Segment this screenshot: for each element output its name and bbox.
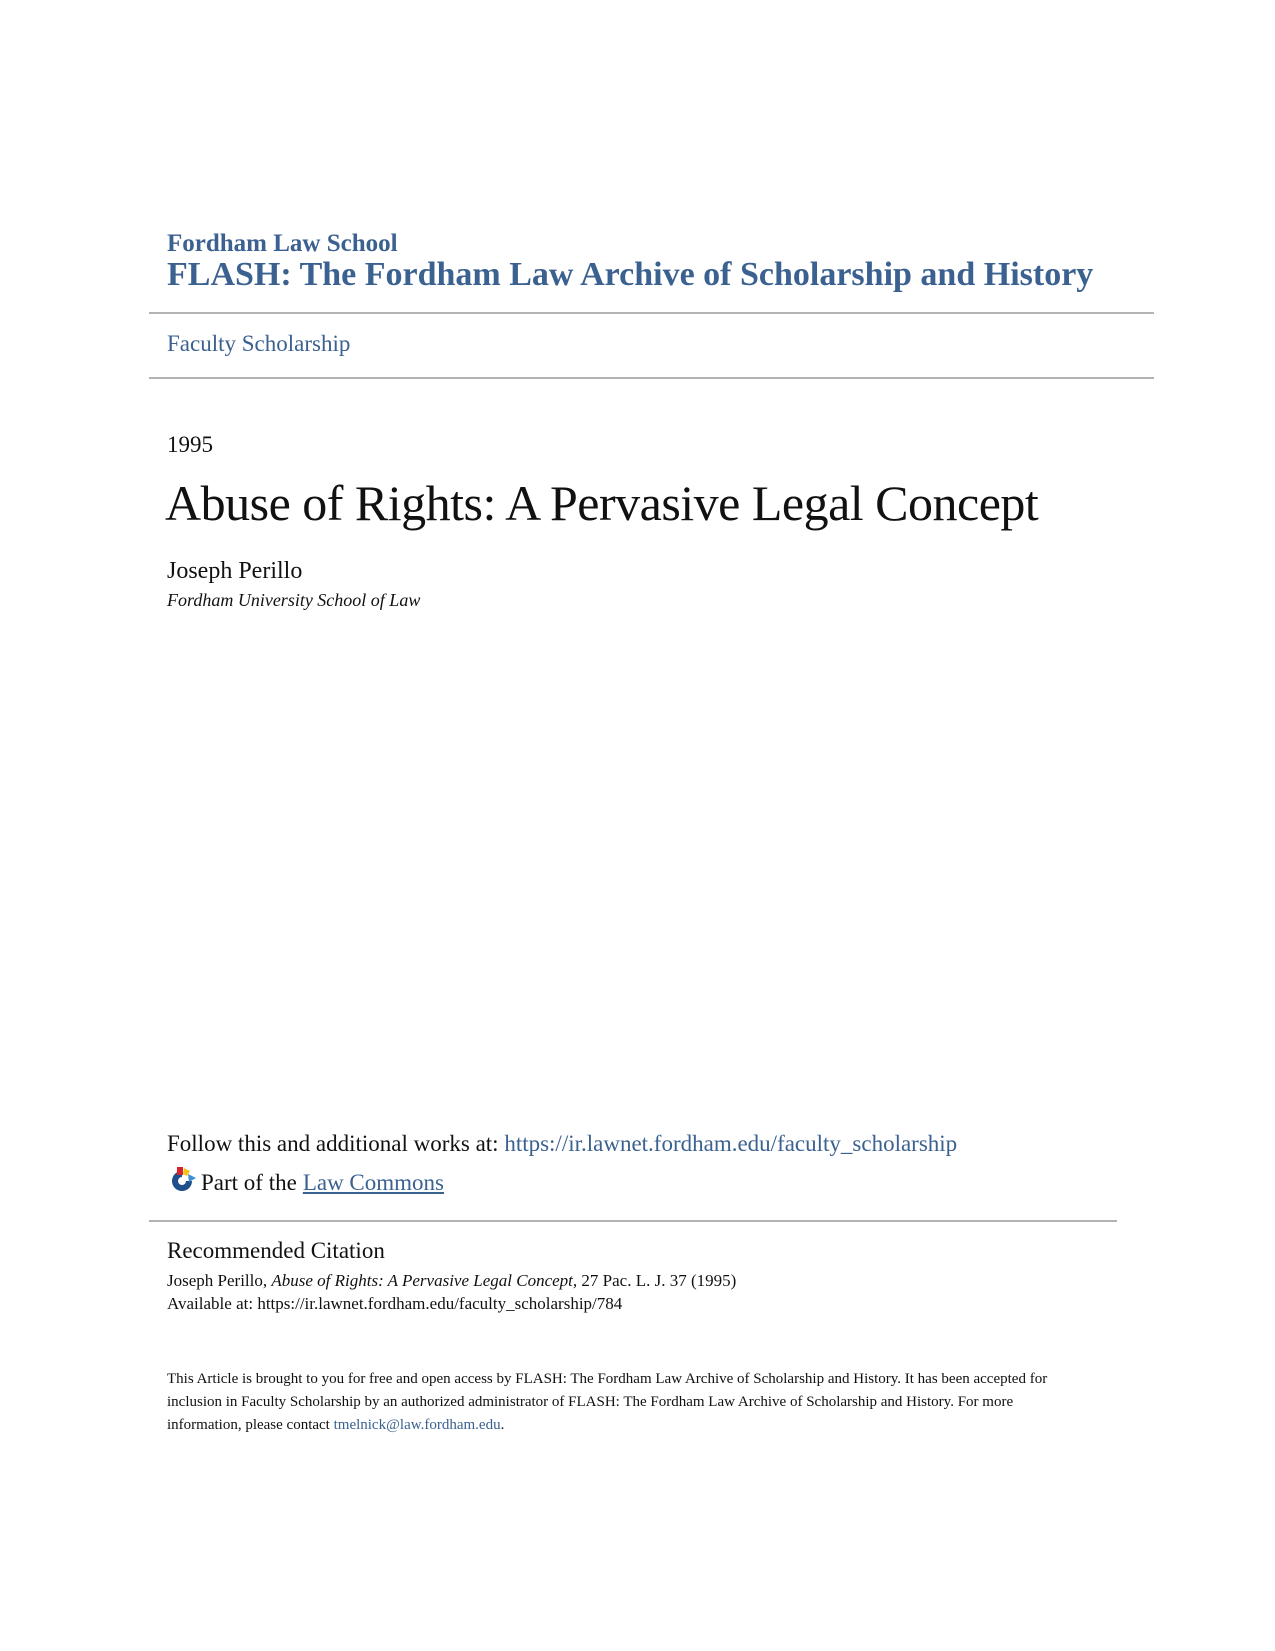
access-notice xyxy=(167,1368,1067,1437)
citation-author: Joseph Perillo, xyxy=(167,1271,268,1290)
divider xyxy=(149,1220,1117,1222)
collection-link[interactable]: Faculty Scholarship xyxy=(167,331,351,356)
notice-text: This Article is brought to you for free and open access by FLASH: The Fordham Law Archive of Scholarship and History. It has been accepted for inclusion in Faculty Scholarship by an authorized administrator of FLASH: The Fordham Law Archive of Scholarship and History. For more information, please contact xyxy=(167,1371,1048,1433)
available-url: https://ir.lawnet.fordham.edu/faculty_scholarship/784 xyxy=(257,1294,623,1313)
citation-heading: Recommended Citation xyxy=(167,1238,385,1263)
repository-name[interactable]: FLASH: The Fordham Law Archive of Scholarship and History xyxy=(167,256,1094,293)
publication-year: 1995 xyxy=(167,432,213,457)
institution-name: Fordham Law School xyxy=(167,230,398,257)
part-of-line xyxy=(167,1168,444,1198)
divider xyxy=(149,377,1154,379)
author-affiliation: Fordham University School of Law xyxy=(167,590,421,610)
article-title: Abuse of Rights: A Pervasive Legal Concept xyxy=(165,475,1039,531)
follow-line xyxy=(167,1131,957,1157)
follow-label: Follow this and additional works at: xyxy=(167,1131,499,1156)
citation-text xyxy=(167,1271,736,1291)
citation-availability xyxy=(167,1294,622,1314)
follow-url-link[interactable]: https://ir.lawnet.fordham.edu/faculty_scholarship xyxy=(504,1131,958,1156)
available-label: Available at: xyxy=(167,1294,254,1313)
citation-source: 27 Pac. L. J. 37 (1995) xyxy=(581,1271,737,1290)
contact-email-link[interactable]: tmelnick@law.fordham.edu xyxy=(333,1417,501,1433)
citation-title: Abuse of Rights: A Pervasive Legal Concept, xyxy=(271,1271,578,1290)
part-of-label: Part of the xyxy=(201,1170,297,1195)
law-commons-link[interactable]: Law Commons xyxy=(302,1170,445,1195)
divider xyxy=(149,312,1154,314)
notice-end: . xyxy=(500,1417,505,1433)
network-commons-icon xyxy=(167,1166,197,1196)
author-name: Joseph Perillo xyxy=(167,558,303,584)
